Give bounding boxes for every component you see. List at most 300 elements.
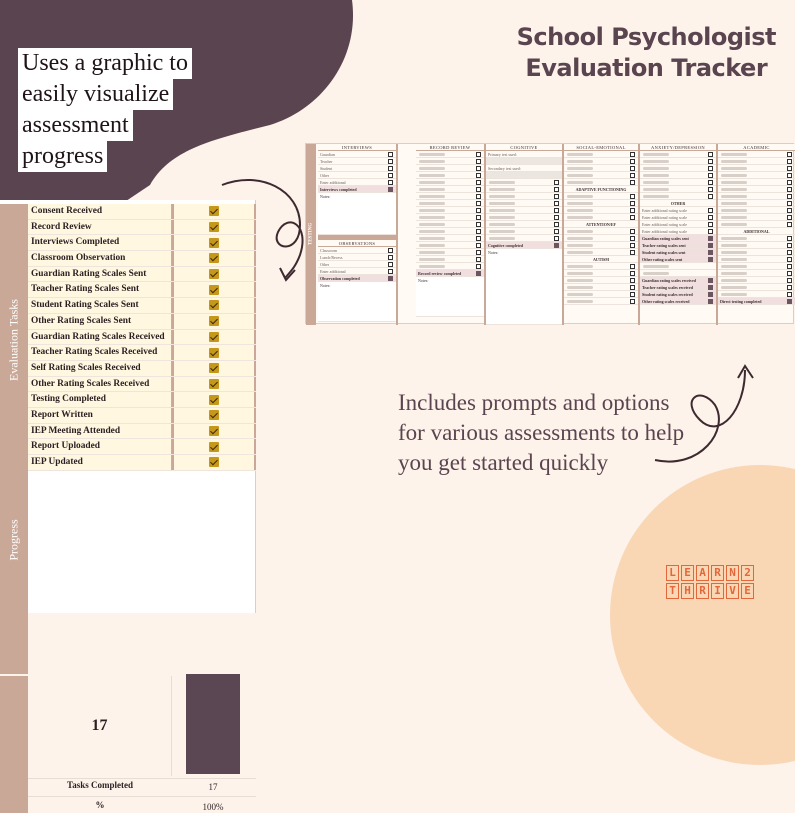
se-item [564, 207, 638, 214]
checkbox[interactable] [787, 180, 792, 185]
academic-item [718, 242, 795, 249]
checkbox[interactable] [388, 262, 393, 267]
checkbox[interactable] [787, 201, 792, 206]
checkbox[interactable] [476, 271, 481, 276]
checkbox[interactable] [476, 159, 481, 164]
academic-item [718, 158, 795, 165]
checkbox[interactable] [476, 243, 481, 248]
checkbox[interactable] [554, 194, 559, 199]
ad-item [640, 193, 716, 200]
task-label: Teacher Rating Scales Sent [28, 282, 172, 297]
checkbox[interactable] [787, 187, 792, 192]
se-item [564, 284, 638, 291]
headline [517, 22, 776, 84]
checkbox[interactable] [388, 248, 393, 253]
task-label: Interviews Completed [28, 235, 172, 250]
logo-letter: A [696, 565, 709, 581]
observation-item: Lunch/Recess [318, 254, 396, 261]
progress-bar [186, 674, 240, 774]
task-checkbox[interactable] [209, 285, 219, 295]
checkbox[interactable] [708, 229, 713, 234]
se-subheader: ATTENTION/EF [564, 221, 638, 228]
checkbox[interactable] [630, 264, 635, 269]
logo-letter: H [681, 583, 694, 599]
task-checkbox[interactable] [209, 395, 219, 405]
rating-scale-received: Guardian rating scales received [640, 277, 716, 284]
record-item [416, 207, 484, 214]
callout-left-line-3: assessment [18, 110, 133, 141]
checkbox[interactable] [476, 201, 481, 206]
checkbox[interactable] [708, 222, 713, 227]
task-label: Teacher Rating Scales Received [28, 345, 172, 360]
checkbox[interactable] [708, 215, 713, 220]
logo-letter: T [666, 583, 679, 599]
checkbox[interactable] [476, 152, 481, 157]
se-item [564, 200, 638, 207]
checkbox[interactable] [630, 194, 635, 199]
rating-scale-sent: Student rating scales sent [640, 249, 716, 256]
record-item [416, 263, 484, 270]
rating-scale-received: Student rating scales received [640, 291, 716, 298]
checkbox[interactable] [708, 152, 713, 157]
checkbox[interactable] [388, 255, 393, 260]
task-checkbox[interactable] [209, 316, 219, 326]
se-item [564, 291, 638, 298]
checkbox[interactable] [708, 166, 713, 171]
cognitive-completed: Cognitive completed [486, 242, 562, 249]
checkbox[interactable] [476, 180, 481, 185]
checkbox[interactable] [787, 194, 792, 199]
checkbox[interactable] [476, 257, 481, 262]
primary-test: Primary test used: [486, 151, 562, 158]
checkbox[interactable] [787, 173, 792, 178]
academic-item [718, 186, 795, 193]
checkbox[interactable] [708, 278, 713, 283]
observation-completed: Observation completed [318, 275, 396, 282]
checkbox[interactable] [630, 166, 635, 171]
checkbox[interactable] [388, 152, 393, 157]
checkbox[interactable] [708, 236, 713, 241]
task-checkbox[interactable] [209, 253, 219, 263]
checkbox[interactable] [630, 229, 635, 234]
checkbox[interactable] [476, 215, 481, 220]
record-item [416, 172, 484, 179]
academic-item [718, 291, 795, 298]
task-row [28, 408, 256, 424]
checkbox[interactable] [708, 180, 713, 185]
task-checkbox[interactable] [209, 222, 219, 232]
task-label: IEP Updated [28, 455, 172, 470]
task-checkbox[interactable] [209, 269, 219, 279]
progress-bar-fill [186, 674, 240, 774]
anxiety-depression-column [640, 144, 718, 325]
checkbox[interactable] [787, 159, 792, 164]
checkbox[interactable] [708, 173, 713, 178]
checkbox[interactable] [388, 173, 393, 178]
checkbox[interactable] [388, 166, 393, 171]
checkbox[interactable] [476, 187, 481, 192]
checkbox[interactable] [787, 271, 792, 276]
task-label: Other Rating Scales Sent [28, 314, 172, 329]
checkbox[interactable] [787, 208, 792, 213]
checkbox[interactable] [787, 222, 792, 227]
record-item [416, 186, 484, 193]
interview-item: Teacher [318, 158, 396, 165]
task-checkbox[interactable] [209, 379, 219, 389]
task-checkbox[interactable] [209, 442, 219, 452]
cognitive-header: COGNITIVE [486, 144, 562, 151]
task-label: Report Uploaded [28, 439, 172, 454]
checkbox[interactable] [787, 152, 792, 157]
notes: Notes: [486, 249, 562, 325]
checkbox[interactable] [787, 236, 792, 241]
checkbox[interactable] [630, 173, 635, 178]
checkbox[interactable] [476, 264, 481, 269]
task-row [28, 298, 256, 314]
se-item [564, 193, 638, 200]
checkbox[interactable] [787, 292, 792, 297]
task-checkbox[interactable] [209, 206, 219, 216]
checkbox[interactable] [630, 201, 635, 206]
checkbox[interactable] [476, 250, 481, 255]
divider [28, 778, 256, 779]
se-item [564, 228, 638, 235]
additional-rating-scale: Enter additional rating scale [640, 214, 716, 221]
task-check-cell [172, 424, 256, 439]
checkbox[interactable] [476, 229, 481, 234]
checkbox[interactable] [554, 187, 559, 192]
checkbox[interactable] [630, 208, 635, 213]
checkbox[interactable] [787, 264, 792, 269]
headline-line-1: School Psychologist [516, 23, 776, 51]
task-row [28, 377, 256, 393]
tasks-section-label: Evaluation Tasks [6, 299, 21, 381]
task-check-cell [172, 314, 256, 329]
observation-item: Enter additional [318, 268, 396, 275]
observation-item: Classroom [318, 247, 396, 254]
logo-letter: L [666, 565, 679, 581]
task-row [28, 267, 256, 283]
ad-subheader: OTHER [640, 200, 716, 207]
task-check-cell [172, 439, 256, 454]
record-item [416, 249, 484, 256]
checkbox[interactable] [787, 215, 792, 220]
task-row [28, 439, 256, 455]
callout-left-line-1: Uses a graphic to [18, 48, 192, 79]
checkbox[interactable] [630, 243, 635, 248]
record-item [416, 214, 484, 221]
se-item [564, 242, 638, 249]
checkbox[interactable] [630, 285, 635, 290]
ad-item [640, 179, 716, 186]
checkbox[interactable] [554, 180, 559, 185]
tasks-completed-label: Tasks Completed [67, 780, 133, 790]
task-check-cell [172, 235, 256, 250]
checkbox[interactable] [630, 292, 635, 297]
interviews-completed: Interviews completed [318, 186, 396, 193]
additional-rating-scale: Enter additional rating scale [640, 207, 716, 214]
task-check-cell [172, 267, 256, 282]
checkbox[interactable] [388, 269, 393, 274]
cognitive-item [486, 179, 562, 186]
ad-item [640, 172, 716, 179]
checkbox[interactable] [476, 173, 481, 178]
rating-scale-received: Teacher rating scales received [640, 284, 716, 291]
se-item [564, 277, 638, 284]
record-review-column [416, 144, 486, 325]
task-row [28, 235, 256, 251]
progress-section-band [0, 676, 28, 813]
checkbox[interactable] [388, 159, 393, 164]
task-check-cell [172, 361, 256, 376]
logo-row-1 [666, 565, 790, 581]
task-row [28, 424, 256, 440]
logo-letter: E [681, 565, 694, 581]
cognitive-item [486, 200, 562, 207]
task-label: Consent Received [28, 204, 172, 219]
tasks-completed-value: 17 [208, 782, 218, 792]
checkbox[interactable] [476, 222, 481, 227]
se-item [564, 270, 638, 277]
task-checkbox[interactable] [209, 457, 219, 467]
checkbox[interactable] [630, 180, 635, 185]
evaluation-tracker [0, 200, 256, 812]
interviews-notes: Notes: [318, 193, 396, 235]
ad-item [640, 186, 716, 193]
checkbox[interactable] [787, 243, 792, 248]
record-item [416, 221, 484, 228]
cognitive-item [486, 214, 562, 221]
academic-header: ACADEMIC [718, 144, 795, 151]
academic-item [718, 214, 795, 221]
task-list [28, 204, 256, 471]
checkbox[interactable] [554, 243, 559, 248]
secondary-test-select[interactable] [486, 172, 562, 179]
secondary-test: Secondary test used: [486, 165, 562, 172]
checkbox[interactable] [630, 152, 635, 157]
interviews-column [318, 144, 398, 325]
checkbox[interactable] [708, 208, 713, 213]
checkbox[interactable] [554, 229, 559, 234]
primary-test-select[interactable] [486, 158, 562, 165]
peach-blob [610, 465, 795, 765]
record-item [416, 256, 484, 263]
checkbox[interactable] [554, 208, 559, 213]
checkbox[interactable] [787, 250, 792, 255]
checkbox[interactable] [476, 194, 481, 199]
checkbox[interactable] [708, 285, 713, 290]
additional-rating-scale: Enter additional rating scale [640, 228, 716, 235]
callout-visualize [18, 48, 218, 172]
record-item [416, 193, 484, 200]
academic-item [718, 172, 795, 179]
task-check-cell [172, 251, 256, 266]
checkbox[interactable] [708, 194, 713, 199]
checkbox[interactable] [787, 166, 792, 171]
interview-item: Guardian [318, 151, 396, 158]
task-checkbox[interactable] [209, 363, 219, 373]
task-check-cell [172, 408, 256, 423]
checkbox[interactable] [630, 215, 635, 220]
cognitive-item [486, 221, 562, 228]
se-item [564, 249, 638, 256]
academic-item [718, 193, 795, 200]
checkbox[interactable] [787, 278, 792, 283]
se-subheader: ADAPTIVE FUNCTIONING [564, 186, 638, 193]
record-item [416, 235, 484, 242]
ad-spacer [640, 270, 716, 277]
interview-item: Enter additional [318, 179, 396, 186]
checkbox[interactable] [476, 236, 481, 241]
task-label: Classroom Observation [28, 251, 172, 266]
se-item [564, 214, 638, 221]
task-label: Report Written [28, 408, 172, 423]
checkbox[interactable] [630, 159, 635, 164]
logo-letter: E [741, 583, 754, 599]
task-label: Testing Completed [28, 392, 172, 407]
checkbox[interactable] [708, 257, 713, 262]
testing-tab-label: TESTING [308, 222, 314, 246]
checkbox[interactable] [554, 201, 559, 206]
se-item [564, 172, 638, 179]
testing-sheet-preview [305, 143, 794, 324]
se-item [564, 263, 638, 270]
cognitive-item [486, 235, 562, 242]
academic-item [718, 284, 795, 291]
task-label: IEP Meeting Attended [28, 424, 172, 439]
task-checkbox[interactable] [209, 426, 219, 436]
academic-subheader: ADDITIONAL [718, 228, 795, 235]
academic-item [718, 179, 795, 186]
checkbox[interactable] [708, 159, 713, 164]
checkbox[interactable] [787, 285, 792, 290]
checkbox[interactable] [708, 187, 713, 192]
checkbox[interactable] [554, 236, 559, 241]
task-check-cell [172, 298, 256, 313]
academic-item [718, 235, 795, 242]
checkbox[interactable] [787, 257, 792, 262]
observations-notes: Notes: [318, 282, 396, 322]
record-item [416, 179, 484, 186]
record-review-completed: Record review completed [416, 270, 484, 277]
anxiety-depression-header: ANXIETY/DEPRESSION [640, 144, 716, 151]
logo-letter: N [726, 565, 739, 581]
cognitive-item [486, 228, 562, 235]
checkbox[interactable] [476, 166, 481, 171]
checkbox[interactable] [630, 271, 635, 276]
percent-value: 100% [202, 802, 224, 812]
record-item [416, 228, 484, 235]
ad-spacer [640, 263, 716, 270]
checkbox[interactable] [708, 250, 713, 255]
rating-scale-received: Other rating scales received [640, 298, 716, 305]
task-label: Guardian Rating Scales Sent [28, 267, 172, 282]
checkbox[interactable] [554, 215, 559, 220]
task-row [28, 392, 256, 408]
academic-item [718, 263, 795, 270]
academic-item [718, 151, 795, 158]
task-row [28, 220, 256, 236]
se-item [564, 158, 638, 165]
checkbox[interactable] [630, 236, 635, 241]
checkbox[interactable] [630, 250, 635, 255]
callout-prompts: Includes prompts and options for various assessments to help you get started quickly [398, 390, 685, 475]
task-checkbox[interactable] [209, 238, 219, 248]
checkbox[interactable] [476, 208, 481, 213]
rating-scale-sent: Guardian rating scales sent [640, 235, 716, 242]
checkbox[interactable] [630, 299, 635, 304]
rating-scale-sent: Other rating scales sent [640, 256, 716, 263]
observation-item: Other [318, 261, 396, 268]
academic-item [718, 207, 795, 214]
logo-letter: R [696, 583, 709, 599]
task-check-cell [172, 455, 256, 470]
checkbox[interactable] [388, 276, 393, 281]
progress-area [28, 674, 256, 813]
record-item [416, 151, 484, 158]
task-checkbox[interactable] [209, 410, 219, 420]
task-check-cell [172, 330, 256, 345]
testing-tab [306, 144, 316, 325]
academic-item [718, 249, 795, 256]
checkbox[interactable] [630, 278, 635, 283]
task-label: Student Rating Scales Sent [28, 298, 172, 313]
se-item [564, 151, 638, 158]
task-row [28, 455, 256, 471]
interview-item: Other [318, 172, 396, 179]
task-label: Guardian Rating Scales Received [28, 330, 172, 345]
divider [28, 796, 256, 797]
learn2thrive-logo [666, 565, 790, 601]
task-row [28, 282, 256, 298]
logo-row-2 [666, 583, 790, 599]
checkbox[interactable] [388, 187, 393, 192]
rating-scale-sent: Teacher rating scales sent [640, 242, 716, 249]
record-item [416, 158, 484, 165]
task-row [28, 314, 256, 330]
checkbox[interactable] [388, 180, 393, 185]
task-checkbox[interactable] [209, 348, 219, 358]
task-check-cell [172, 204, 256, 219]
checkbox[interactable] [787, 299, 792, 304]
checkbox[interactable] [708, 243, 713, 248]
task-checkbox[interactable] [209, 300, 219, 310]
se-item [564, 179, 638, 186]
task-label: Record Review [28, 220, 172, 235]
logo-letter: 2 [741, 565, 754, 581]
task-row [28, 251, 256, 267]
checkbox[interactable] [554, 222, 559, 227]
notes: Notes: [416, 277, 484, 317]
task-check-cell [172, 345, 256, 360]
interviews-header: INTERVIEWS [318, 144, 396, 151]
cognitive-item [486, 193, 562, 200]
ad-item [640, 158, 716, 165]
academic-column [718, 144, 795, 325]
se-item [564, 298, 638, 305]
ad-item [640, 165, 716, 172]
callout-left-line-2: easily visualize [18, 79, 173, 110]
task-checkbox[interactable] [209, 332, 219, 342]
checkbox[interactable] [708, 292, 713, 297]
record-item [416, 242, 484, 249]
progress-count: 17 [28, 676, 172, 776]
academic-item [718, 165, 795, 172]
checkbox[interactable] [708, 299, 713, 304]
logo-letter: V [726, 583, 739, 599]
cognitive-column [486, 144, 564, 325]
se-item [564, 165, 638, 172]
